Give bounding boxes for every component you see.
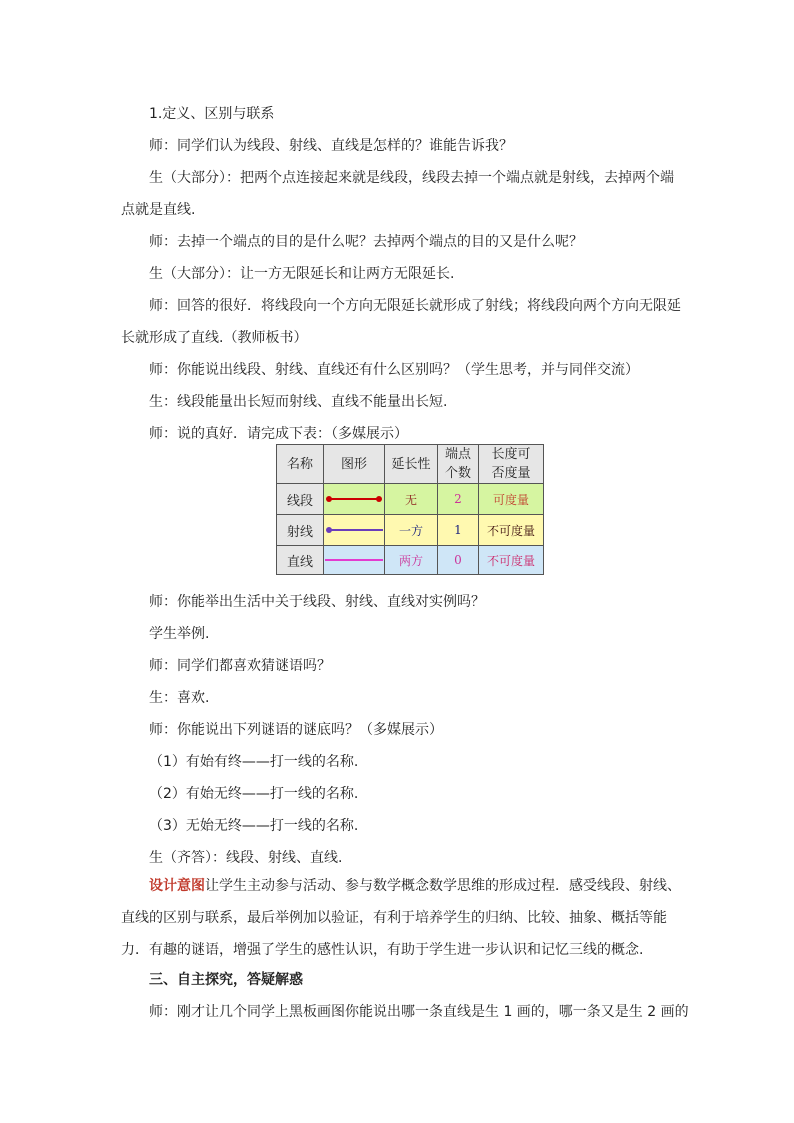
paragraph: 师：说的真好．请完成下表：（多媒展示） xyxy=(149,426,408,442)
riddle-item: （1）有始有终——打一线的名称. xyxy=(149,754,359,770)
paragraph: 学生举例. xyxy=(149,626,210,642)
paragraph: 师：刚才让几个同学上黑板画图你能说出哪一条直线是生 1 画的，哪一条又是生 2 画的 xyxy=(149,1004,689,1020)
cell-ends: 2 xyxy=(438,484,479,515)
paragraph: 师：回答的很好．将线段向一个方向无限延长就形成了射线；将线段向两个方向无限延 xyxy=(149,298,681,314)
riddle-item: （2）有始无终——打一线的名称. xyxy=(149,786,359,802)
table-row xyxy=(277,546,544,575)
line-figure xyxy=(324,546,385,575)
paragraph: 师：你能举出生活中关于线段、射线、直线对实例吗？ xyxy=(149,594,485,610)
cell-ext: 一方 xyxy=(385,515,438,546)
paragraph: 生（齐答）：线段、射线、直线. xyxy=(149,850,343,866)
paragraph: 生（大部分）：把两个点连接起来就是线段，线段去掉一个端点就是射线，去掉两个端 xyxy=(149,170,674,186)
segment-figure xyxy=(324,484,385,515)
table-row xyxy=(277,515,544,546)
cell-len: 不可度量 xyxy=(479,546,544,575)
heading-definitions: 1.定义、区别与联系 xyxy=(149,106,275,122)
ray-icon xyxy=(325,525,383,535)
cell-ext: 无 xyxy=(385,484,438,515)
cell-ends: 1 xyxy=(438,515,479,546)
design-intent-text: 让学生主动参与活动、参与数学概念数学思维的形成过程．感受线段、射线、直线的区别与联系，最后举例加以验证，有利于培养学生的归纳、比较、抽象、概括等能力．有趣的谜语，增强了学生的感性认识，有助于学生进一步认识和记忆三线的概念. xyxy=(121,878,681,958)
paragraph: 生：线段能量出长短而射线、直线不能量出长短. xyxy=(149,394,448,410)
paragraph: 师：同学们都喜欢猜谜语吗？ xyxy=(149,658,331,674)
paragraph: 长就形成了直线.（教师板书） xyxy=(121,330,308,346)
table-row xyxy=(277,484,544,515)
table-header: 图形 xyxy=(324,445,385,484)
comparison-table xyxy=(276,444,544,575)
table-header xyxy=(438,445,479,484)
header-line: 个数 xyxy=(444,466,471,481)
header-line: 否度量 xyxy=(491,466,531,481)
header-line: 长度可 xyxy=(491,447,531,462)
ray-figure xyxy=(324,515,385,546)
design-intent-label: 设计意图 xyxy=(149,878,205,894)
segment-icon xyxy=(325,494,383,504)
row-name: 射线 xyxy=(277,515,324,546)
row-name: 直线 xyxy=(277,546,324,575)
riddle-item: （3）无始无终——打一线的名称. xyxy=(149,818,359,834)
paragraph: 点就是直线. xyxy=(121,202,196,218)
paragraph: 师：去掉一个端点的目的是什么呢？去掉两个端点的目的又是什么呢？ xyxy=(149,234,583,250)
section-heading: 三、自主探究，答疑解惑 xyxy=(149,972,303,988)
paragraph: 生（大部分）：让一方无限延长和让两方无限延长. xyxy=(149,266,455,282)
cell-len: 可度量 xyxy=(479,484,544,515)
cell-ends: 0 xyxy=(438,546,479,575)
table-header: 延长性 xyxy=(385,445,438,484)
header-line: 端点 xyxy=(444,447,471,462)
paragraph: 生：喜欢. xyxy=(149,690,210,706)
cell-ext: 两方 xyxy=(385,546,438,575)
paragraph: 师：你能说出下列谜语的谜底吗？（多媒展示） xyxy=(149,722,443,738)
table-header: 名称 xyxy=(277,445,324,484)
table-header xyxy=(479,445,544,484)
paragraph: 师：同学们认为线段、射线、直线是怎样的？谁能告诉我？ xyxy=(149,138,513,154)
paragraph: 师：你能说出线段、射线、直线还有什么区别吗？（学生思考，并与同伴交流） xyxy=(149,362,639,378)
line-icon xyxy=(325,555,383,565)
row-name: 线段 xyxy=(277,484,324,515)
cell-len: 不可度量 xyxy=(479,515,544,546)
design-intent-paragraph xyxy=(121,870,681,966)
